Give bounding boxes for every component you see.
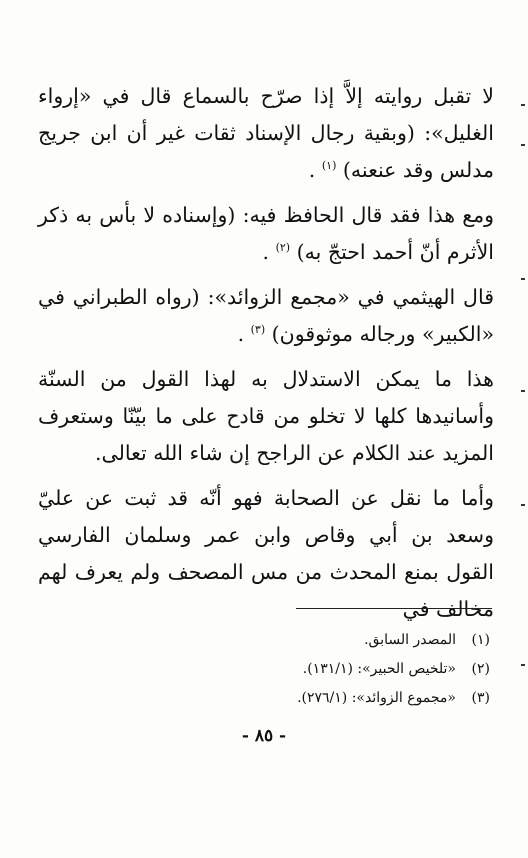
margin-mark xyxy=(521,144,525,146)
footnote-reference: (٢) xyxy=(275,241,291,255)
paragraph-2 xyxy=(38,197,494,271)
footnote-item xyxy=(200,655,490,684)
footnote-text: «مجموع الزوائد»: (٢٧٦/١). xyxy=(297,690,456,706)
paragraph-text: ومع هذا فقد قال الحافظ فيه: (وإسناده لا بأس به ذكر الأثرم أنّ أحمد احتجّ به) xyxy=(38,203,494,264)
paragraph-text: لا تقبل روايته إلاَّ إذا صرّح بالسماع قال في «إرواء الغليل»: (وبقية رجال الإسناد ثقات غير أن ابن جريج مدلس وقد عنعنه) xyxy=(38,84,494,182)
paragraph-3 xyxy=(38,279,494,353)
margin-mark xyxy=(521,104,525,106)
margin-mark xyxy=(521,390,525,392)
footnote-number: (٣) xyxy=(471,690,490,706)
margin-mark xyxy=(521,664,525,666)
footnote-reference: (١) xyxy=(321,159,337,173)
footnote-number: (٢) xyxy=(471,661,490,677)
footnote-text: المصدر السابق. xyxy=(364,632,456,648)
paragraph-4 xyxy=(38,361,494,472)
footnote-item xyxy=(200,626,490,655)
page-number: - ٨٥ - xyxy=(241,726,287,746)
paragraph-end: . xyxy=(308,158,316,182)
footnote-item xyxy=(200,684,490,713)
paragraph-end: . xyxy=(237,322,245,346)
margin-mark xyxy=(521,504,525,506)
main-text xyxy=(38,78,494,636)
paragraph-5 xyxy=(38,480,494,628)
footnote-text: «تلخيص الحبير»: (١٣١/١). xyxy=(302,661,456,677)
paragraph-end: . xyxy=(262,240,270,264)
margin-mark xyxy=(521,278,525,280)
paragraph-1 xyxy=(38,78,494,189)
paragraph-text: قال الهيثمي في «مجمع الزوائد»: (رواه الطبراني في «الكبير» ورجاله موثوقون) xyxy=(38,285,494,346)
footnotes xyxy=(200,626,490,713)
footnote-number: (١) xyxy=(471,632,490,648)
footnote-reference: (٣) xyxy=(250,323,266,337)
footnote-divider xyxy=(296,608,492,609)
paragraph-text: وأما ما نقل عن الصحابة فهو أنّه قد ثبت عن عليّ وسعد بن أبي وقاص وابن عمر وسلمان الفارسي القول بمنع المحدث من مس المصحف ولم يعرف لهم مخالف في xyxy=(38,486,494,621)
paragraph-text: هذا ما يمكن الاستدلال به لهذا القول من السنّة وأسانيدها كلها لا تخلو من قادح على ما بيّنّا وستعرف المزيد عند الكلام عن الراجح إن شاء الله تعالى. xyxy=(38,367,494,465)
